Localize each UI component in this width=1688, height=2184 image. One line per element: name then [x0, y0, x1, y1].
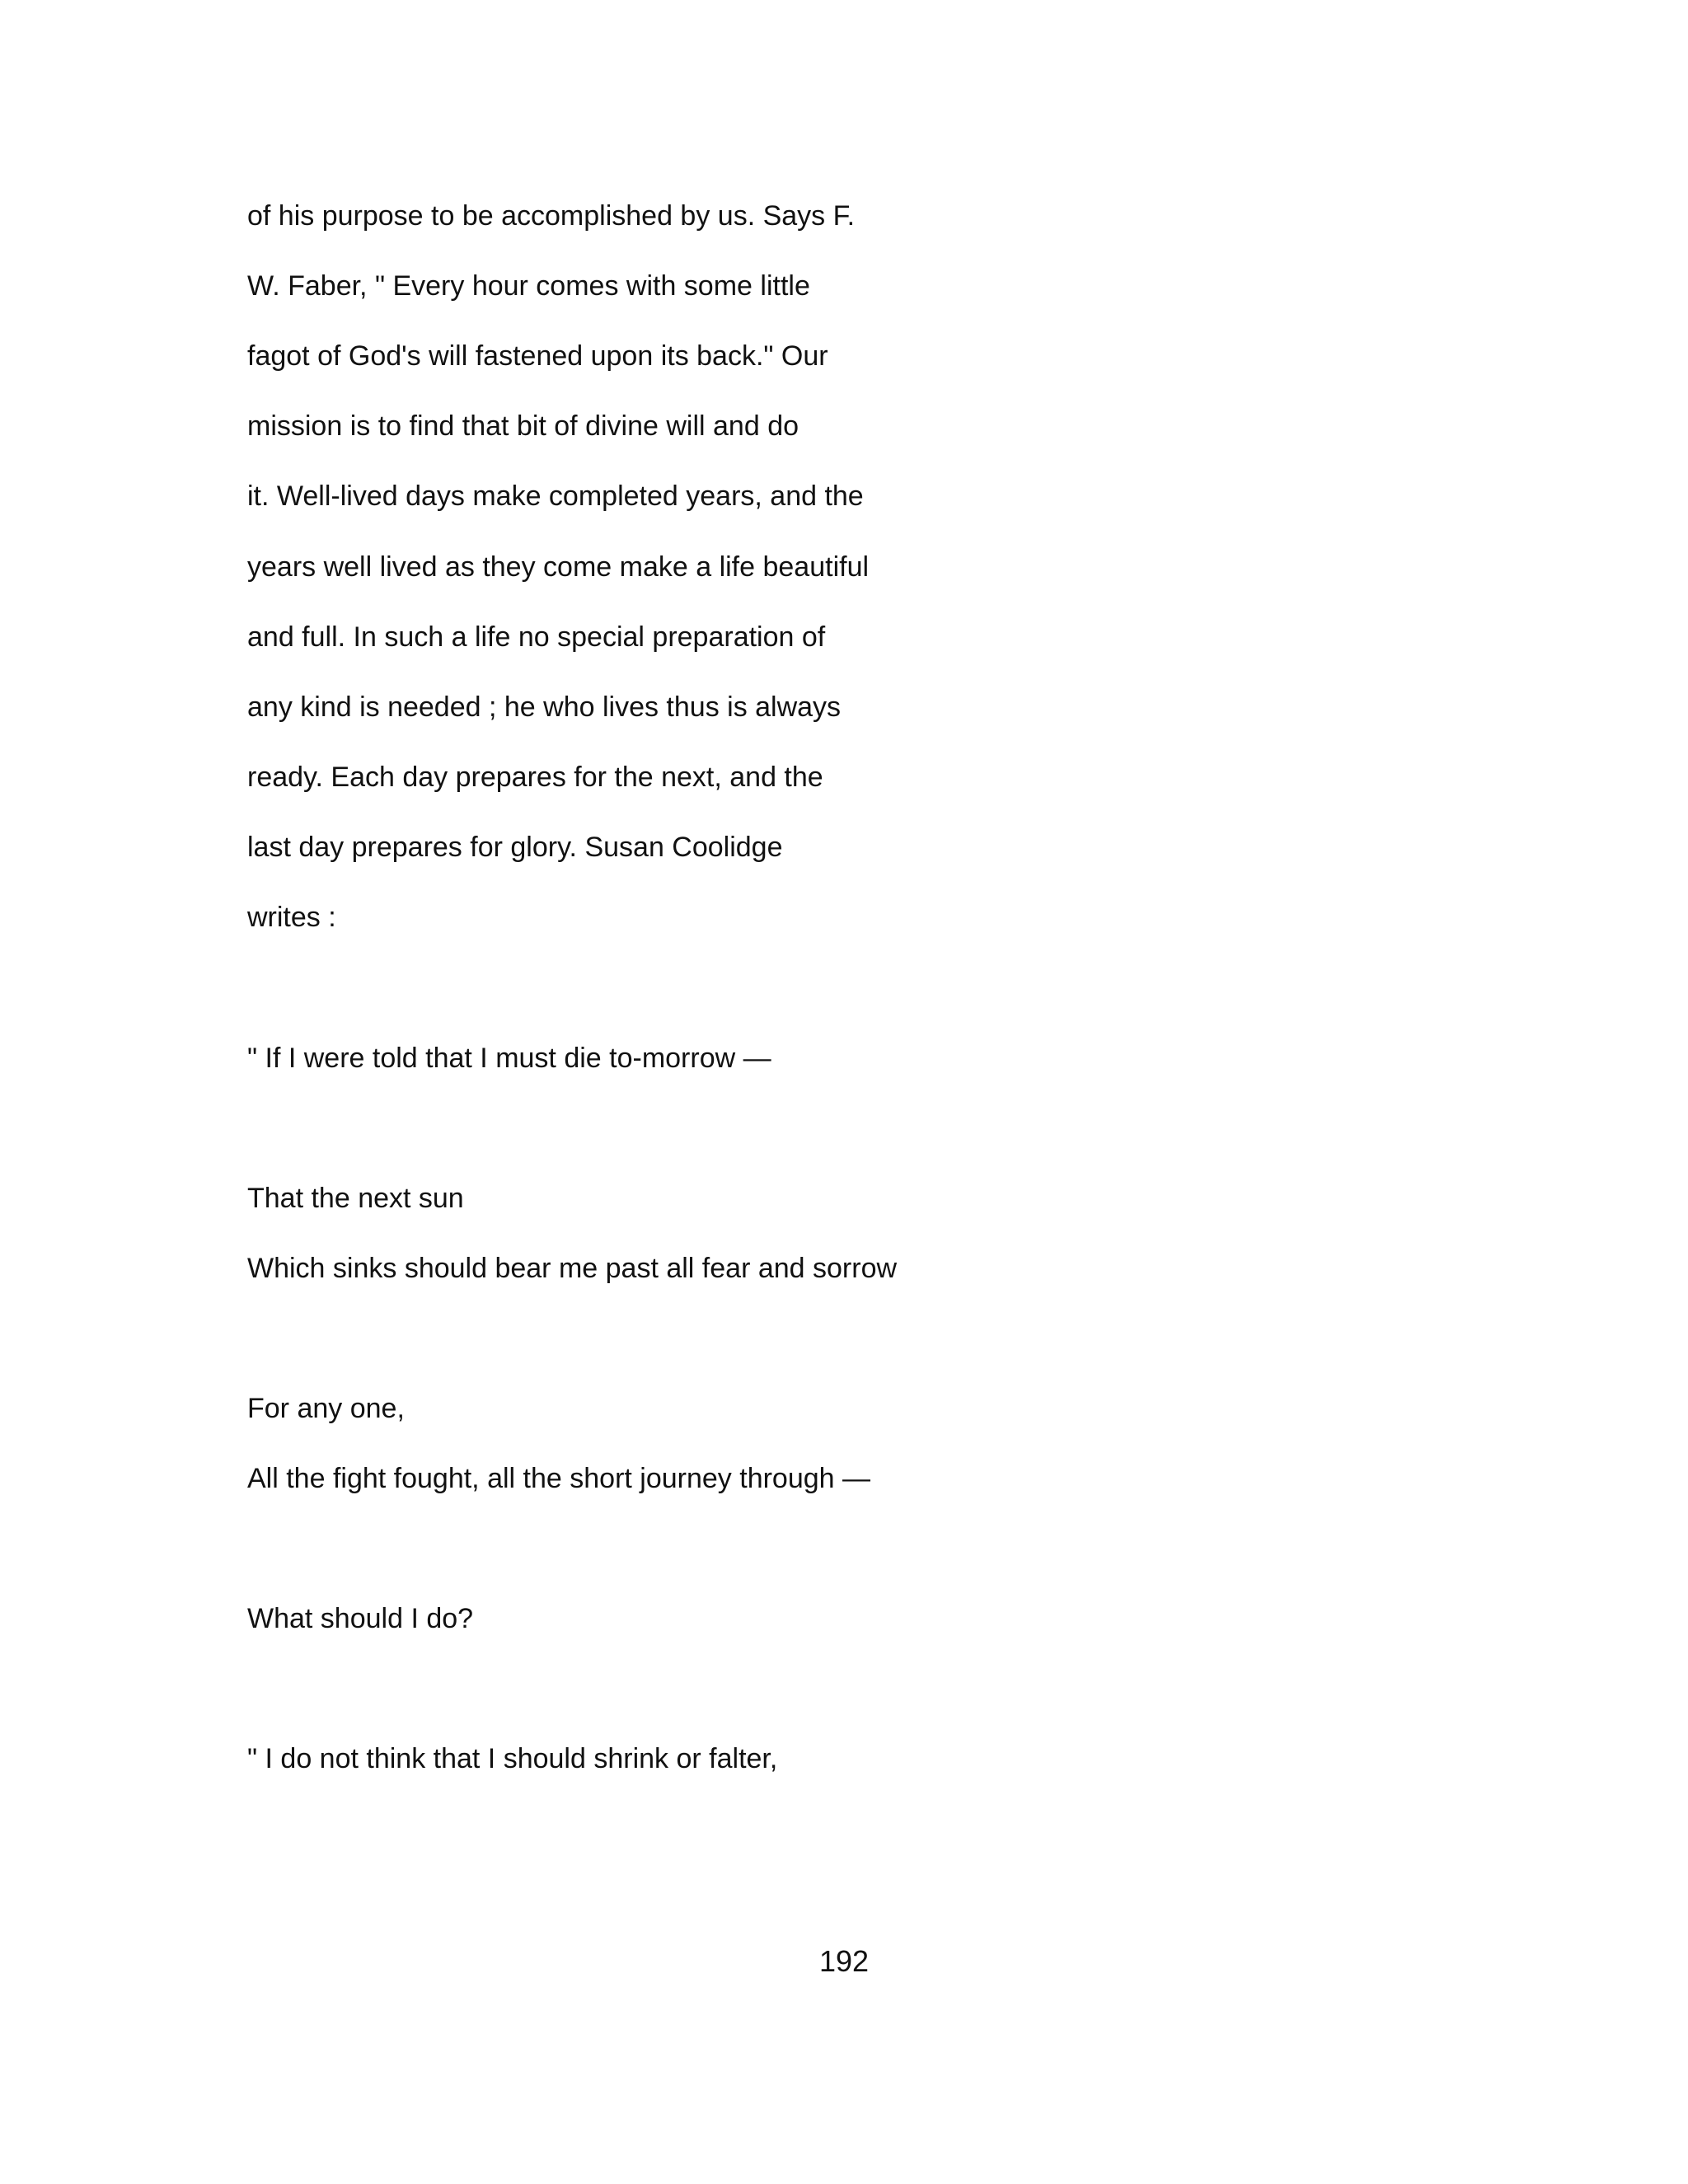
page-number: 192	[818, 1944, 870, 1978]
text-line: and full. In such a life no special preparation of	[247, 621, 826, 653]
poem-line: All the fight fought, all the short journey through —	[247, 1463, 871, 1494]
text-line: writes :	[247, 902, 336, 933]
text-line: years well lived as they come make a life beautiful	[247, 551, 870, 583]
poem-line: That the next sun	[247, 1183, 464, 1214]
poem-line: What should I do?	[247, 1603, 474, 1634]
text-line: fagot of God's will fastened upon its back." Our	[247, 340, 828, 372]
poem-line: " I do not think that I should shrink or falter,	[247, 1743, 778, 1774]
text-line: of his purpose to be accomplished by us. Says F.	[247, 200, 856, 232]
text-line: ready. Each day prepares for the next, and the	[247, 762, 823, 793]
text-line: mission is to find that bit of divine will and do	[247, 410, 799, 442]
text-line: last day prepares for glory. Susan Coolidge	[247, 832, 783, 863]
text-line: W. Faber, " Every hour comes with some little	[247, 270, 810, 302]
poem-line: " If I were told that I must die to-morrow —	[247, 1043, 771, 1074]
text-line: it. Well-lived days make completed years, and the	[247, 480, 864, 512]
poem-line: For any one,	[247, 1393, 405, 1424]
poem-line: Which sinks should bear me past all fear and sorrow	[247, 1253, 898, 1284]
text-line: any kind is needed ; he who lives thus is always	[247, 691, 842, 723]
